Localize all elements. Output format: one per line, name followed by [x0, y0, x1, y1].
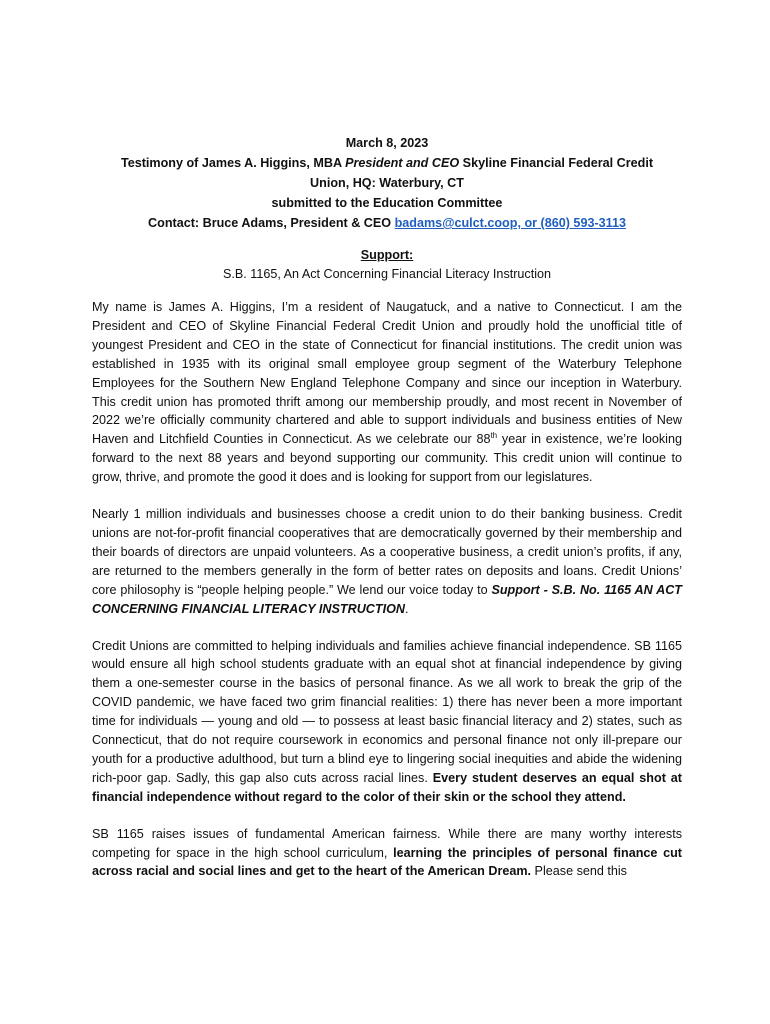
testimony-org-location: Union, HQ: Waterbury, CT: [310, 176, 464, 190]
paragraph-2: [92, 505, 682, 618]
p4-emphasis: learning the principles of personal finance cut across racial and social lines and get to the heart of the American Dream.: [92, 845, 682, 879]
p1-text-b: year in existence, we’re looking forward to the next 88 years and beyond supporting our community. This credit union will continue to grow, thrive, and promote the good it does and is looking for support from our legislatures.: [92, 432, 682, 485]
testimony-body: [92, 298, 682, 881]
p2-text-end: .: [404, 601, 409, 616]
paragraph-1: [92, 298, 682, 487]
contact-prefix: Contact: Bruce Adams, President & CEO: [148, 216, 395, 230]
p4-text-b: Please send this: [531, 864, 627, 879]
support-label: Support:: [360, 248, 414, 262]
p1-superscript: th: [490, 431, 498, 441]
testimony-role: President and CEO: [345, 156, 460, 170]
p3-text-a: Credit Unions are committed to helping individuals and families achieve financial independence. SB 1165 would ensure all high school students graduate with an equal shot at financial independence by giving them a one-semester course in the basics of personal finance. As we all work to break the grip of the COVID pandemic, we have faced two grim financial realities: 1) there has never been a more important time for individuals — young and old — to possess at least basic financial literacy and 2) states, such as Connecticut, that do not require coursework in economics and personal finance not only ill-prepare our youth for a productive adulthood, but turn a blind eye to lingering social inequities and abide the widening rich-poor gap. Sadly, this gap also cuts across racial lines.: [92, 638, 682, 785]
contact-email-link[interactable]: badams@culct.coop, or (860) 593-3113: [394, 216, 626, 230]
support-section: [92, 246, 682, 284]
testimony-header: [92, 133, 682, 233]
p1-text-a: My name is James A. Higgins, I’m a resident of Naugatuck, and a native to Connecticut. I am the President and CEO of Skyline Financial Federal Credit Union and proudly hold the unofficial title of youngest President and CEO in the state of Connecticut for financial institutions. The credit union was established in 1935 with its original small employee group segment of the Waterbury Telephone Employees for the Southern New England Telephone Company and since our inception in Waterbury. This credit union has promoted thrift among our membership proudly, and most recent in November of 2022 we’re officially community chartered and able to support individuals and business entities of New Haven and Litchfield Counties in Connecticut. As we celebrate our 88: [92, 300, 682, 447]
p3-emphasis: Every student deserves an equal shot at financial independence without regard to the color of their skin or the school they attend.: [92, 770, 682, 804]
testimony-date: March 8, 2023: [345, 136, 429, 150]
testimony-prefix: Testimony of James A. Higgins, MBA: [120, 156, 346, 170]
testimony-org: Skyline Financial Federal Credit: [459, 156, 654, 170]
p4-text-a: SB 1165 raises issues of fundamental American fairness. While there are many worthy interests competing for space in the high school curriculum,: [92, 826, 682, 860]
paragraph-4: [92, 825, 682, 882]
submitted-to: submitted to the Education Committee: [271, 196, 503, 210]
testimony-title: [92, 153, 682, 173]
bill-title: S.B. 1165, An Act Concerning Financial Literacy Instruction: [222, 267, 552, 281]
p2-text-a: Nearly 1 million individuals and businesses choose a credit union to do their banking business. Credit unions are not-for-profit financial cooperatives that are democratically governed by their membership and their boards of directors are unpaid volunteers. As a cooperative business, a credit union’s profits, if any, are returned to the members generally in the form of better rates on deposits and loans. Credit Unions’ core philosophy is “people helping people.” We lend our voice today to: [92, 507, 682, 597]
paragraph-3: [92, 637, 682, 807]
contact-line: [92, 213, 682, 233]
p2-bill-emphasis: Support - S.B. No. 1165 AN ACT CONCERNING FINANCIAL LITERACY INSTRUCTION: [92, 582, 682, 616]
